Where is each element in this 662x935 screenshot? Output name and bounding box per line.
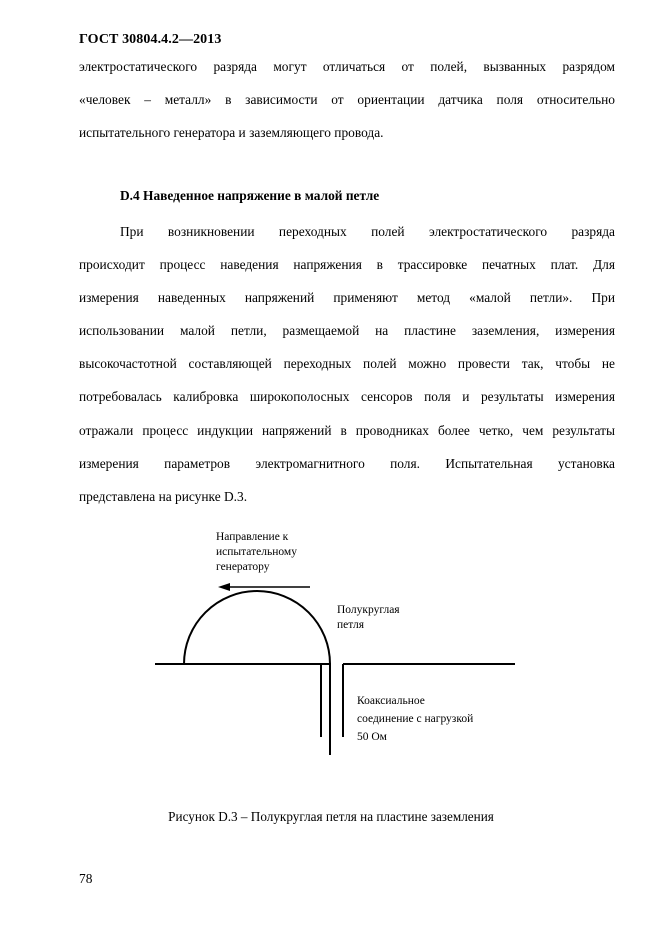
paragraph-line: При возникновении переходных полей электростатического разряда	[120, 224, 615, 239]
semicircular-loop	[184, 591, 330, 664]
paragraph-line: измерения наведенных напряжений применяют метод «малой петли». При	[79, 290, 615, 305]
paragraph-line: потребовалась калибровка широкополосных сенсоров поля и результаты измерения	[79, 389, 615, 404]
loop-label: Полукруглая петля	[337, 604, 400, 631]
coax-label: Коаксиальное соединение с нагрузкой 50 Ом	[357, 695, 474, 743]
figure-caption: Рисунок D.3 – Полукруглая петля на пластине заземления	[168, 809, 494, 824]
section-title: D.4 Наведенное напряжение в малой петле	[120, 188, 380, 203]
paragraph-line: высокочастотной составляющей переходных полей можно провести так, чтобы не	[79, 356, 615, 371]
paragraph-line: использовании малой петли, размещаемой на пластине заземления, измерения	[79, 323, 615, 338]
arrow-head-icon	[218, 583, 230, 591]
paragraph-line: представлена на рисунке D.3.	[79, 489, 248, 504]
intro-line: испытательного генератора и заземляющего провода.	[79, 125, 384, 140]
page-header: ГОСТ 30804.4.2—2013	[79, 32, 222, 47]
paragraph-line: происходит процесс наведения напряжения в трассировке печатных плат. Для	[79, 257, 615, 272]
direction-label: Направление к испытательному генератору	[216, 531, 297, 573]
paragraph-line: измерения параметров электромагнитного поля. Испытательная установка	[79, 456, 615, 471]
paragraph-line: отражали процесс индукции напряжений в проводниках более четко, чем результаты	[79, 423, 615, 438]
page-number: 78	[79, 871, 93, 886]
figure-d3	[150, 525, 520, 775]
intro-line: «человек – металл» в зависимости от ориентации датчика поля относительно	[79, 92, 615, 107]
intro-line: электростатического разряда могут отличаться от полей, вызванных разрядом	[79, 59, 615, 74]
